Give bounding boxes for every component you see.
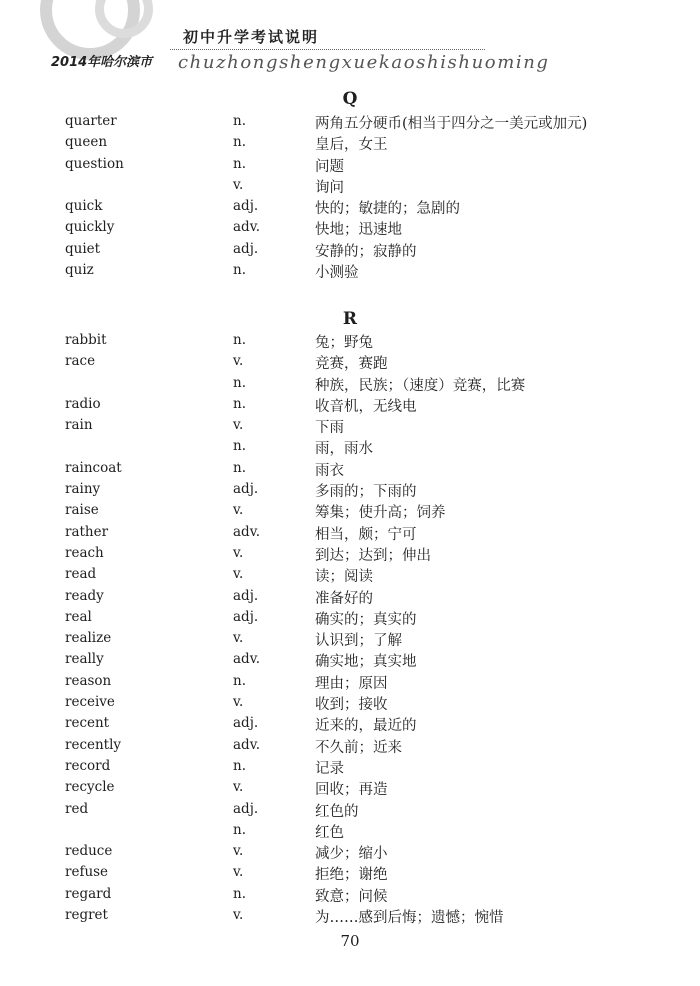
entry-part-of-speech: v. xyxy=(233,694,244,711)
entry-part-of-speech: adv. xyxy=(233,736,261,753)
vocab-entry xyxy=(0,587,700,608)
entry-meaning: 多雨的；下雨的 xyxy=(315,484,417,501)
vocab-entry xyxy=(0,331,700,352)
entry-meaning: 致意；问候 xyxy=(315,888,388,905)
entry-word: quickly xyxy=(65,219,115,236)
vocab-entry xyxy=(0,197,700,218)
vocab-entry xyxy=(0,523,700,544)
entry-word: recycle xyxy=(65,779,115,796)
entry-meaning: 快地；迅速地 xyxy=(315,222,402,239)
vocab-entry xyxy=(0,800,700,821)
vocab-entry xyxy=(0,133,700,154)
vocab-entry xyxy=(0,176,700,197)
entry-meaning: 记录 xyxy=(315,760,344,777)
entry-meaning: 相当，颇；宁可 xyxy=(315,526,417,543)
entry-part-of-speech: n. xyxy=(233,885,246,902)
entry-part-of-speech: v. xyxy=(233,630,244,647)
entry-meaning: 雨衣 xyxy=(315,462,344,479)
vocab-entry xyxy=(0,437,700,458)
entry-word: queen xyxy=(65,134,108,151)
vocab-entry xyxy=(0,501,700,522)
entry-word: ready xyxy=(65,587,104,604)
entry-meaning: 安静的；寂静的 xyxy=(315,243,417,260)
vocab-entry xyxy=(0,565,700,586)
entry-part-of-speech: v. xyxy=(233,544,244,561)
entry-word: read xyxy=(65,566,97,583)
vocab-entry xyxy=(0,821,700,842)
vocab-entry xyxy=(0,842,700,863)
entry-word: really xyxy=(65,651,104,668)
entry-word: rabbit xyxy=(65,332,107,348)
entry-word: red xyxy=(65,800,89,817)
entry-meaning: 红色 xyxy=(315,824,344,841)
entry-meaning: 问题 xyxy=(315,158,344,175)
vocab-entry xyxy=(0,736,700,757)
entry-meaning: 为……感到后悔；遗憾；惋惜 xyxy=(315,910,504,927)
entry-part-of-speech: adv. xyxy=(233,651,261,668)
entry-word: raincoat xyxy=(65,459,122,476)
vocab-entry xyxy=(0,672,700,693)
entry-word: rainy xyxy=(65,481,101,498)
entry-part-of-speech: n. xyxy=(233,134,246,151)
vocab-entry xyxy=(0,863,700,884)
entry-meaning: 雨，雨水 xyxy=(315,441,373,458)
entry-meaning: 两角五分硬币(相当于四分之一美元或加元) xyxy=(315,116,588,132)
entry-part-of-speech: adj. xyxy=(233,715,259,732)
entry-part-of-speech: adj. xyxy=(233,800,259,817)
entry-word: receive xyxy=(65,694,115,711)
entry-meaning: 认识到；了解 xyxy=(315,633,402,650)
vocab-entry xyxy=(0,629,700,650)
vocab-entry xyxy=(0,459,700,480)
section-letter-q: Q xyxy=(342,89,358,109)
entry-meaning: 不久前；近来 xyxy=(315,739,402,756)
entry-meaning: 确实地；真实地 xyxy=(315,654,417,671)
entry-meaning: 收音机，无线电 xyxy=(315,398,417,415)
entry-word: quiz xyxy=(65,262,94,279)
entry-part-of-speech: n. xyxy=(233,374,246,391)
entry-part-of-speech: v. xyxy=(233,176,244,193)
entry-meaning: 减少；缩小 xyxy=(315,846,388,863)
entry-part-of-speech: n. xyxy=(233,821,246,838)
entry-part-of-speech: v. xyxy=(233,566,244,583)
vocab-entry xyxy=(0,778,700,799)
vocab-entry xyxy=(0,480,700,501)
vocab-entry xyxy=(0,155,700,176)
entry-word: quiet xyxy=(65,240,101,257)
entry-part-of-speech: n. xyxy=(233,672,246,689)
entry-part-of-speech: adv. xyxy=(233,523,261,540)
entry-word: recent xyxy=(65,715,110,732)
header-divider xyxy=(170,49,485,50)
vocab-entry xyxy=(0,608,700,629)
entry-word: record xyxy=(65,757,111,774)
entry-part-of-speech: n. xyxy=(233,438,246,455)
vocab-entry xyxy=(0,374,700,395)
entry-word: rather xyxy=(65,523,109,540)
entry-list-q xyxy=(0,112,700,282)
entry-meaning: 种族，民族；（速度）竞赛，比赛 xyxy=(315,377,526,394)
header-year-city: 2014年哈尔滨市 xyxy=(51,55,153,70)
vocab-entry xyxy=(0,693,700,714)
entry-word: race xyxy=(65,353,96,370)
vocab-entry xyxy=(0,352,700,373)
entry-meaning: 小测验 xyxy=(315,265,359,282)
entry-part-of-speech: adj. xyxy=(233,587,259,604)
vocab-entry xyxy=(0,757,700,778)
vocab-entry xyxy=(0,714,700,735)
entry-part-of-speech: n. xyxy=(233,113,246,129)
vocab-entry xyxy=(0,885,700,906)
entry-word: realize xyxy=(65,630,112,647)
entry-part-of-speech: n. xyxy=(233,459,246,476)
vocab-entry xyxy=(0,906,700,927)
entry-part-of-speech: v. xyxy=(233,502,244,519)
entry-meaning: 近来的，最近的 xyxy=(315,718,417,735)
entry-part-of-speech: n. xyxy=(233,262,246,279)
entry-part-of-speech: adj. xyxy=(233,481,259,498)
vocab-entry xyxy=(0,395,700,416)
vocab-entry xyxy=(0,112,700,133)
entry-meaning: 红色的 xyxy=(315,803,359,820)
entry-part-of-speech: n. xyxy=(233,332,246,348)
page-number: 70 xyxy=(340,932,360,950)
header-title: 初中升学考试说明 xyxy=(183,28,320,46)
vocab-entry xyxy=(0,416,700,437)
entry-part-of-speech: adj. xyxy=(233,608,259,625)
entry-meaning: 拒绝；谢绝 xyxy=(315,867,388,884)
vocab-entry xyxy=(0,544,700,565)
entry-meaning: 筹集；使升高；饲养 xyxy=(315,505,446,522)
entry-meaning: 理由；原因 xyxy=(315,675,388,692)
entry-part-of-speech: n. xyxy=(233,395,246,412)
entry-word: regard xyxy=(65,885,112,902)
entry-meaning: 快的；敏捷的；急剧的 xyxy=(315,201,460,218)
vocab-entry xyxy=(0,261,700,282)
header-pinyin: chuzhongshengxuekaoshishuoming xyxy=(178,52,550,73)
entry-meaning: 皇后，女王 xyxy=(315,137,388,154)
entry-part-of-speech: n. xyxy=(233,757,246,774)
entry-meaning: 确实的；真实的 xyxy=(315,611,417,628)
entry-word: question xyxy=(65,155,124,172)
entry-word: refuse xyxy=(65,864,109,881)
entry-meaning: 兔；野兔 xyxy=(315,335,373,351)
entry-meaning: 到达；达到；伸出 xyxy=(315,547,431,564)
entry-part-of-speech: v. xyxy=(233,353,244,370)
entry-word: real xyxy=(65,608,92,625)
entry-part-of-speech: adj. xyxy=(233,240,259,257)
entry-meaning: 竞赛，赛跑 xyxy=(315,356,388,373)
entry-word: regret xyxy=(65,907,108,924)
entry-meaning: 读；阅读 xyxy=(315,569,373,586)
entry-part-of-speech: v. xyxy=(233,864,244,881)
vocab-entry xyxy=(0,650,700,671)
entry-word: reason xyxy=(65,672,112,689)
vocab-entry xyxy=(0,218,700,239)
entry-part-of-speech: adj. xyxy=(233,198,259,215)
entry-meaning: 下雨 xyxy=(315,420,344,437)
entry-word: rain xyxy=(65,417,93,434)
entry-meaning: 询问 xyxy=(315,179,344,196)
entry-part-of-speech: v. xyxy=(233,779,244,796)
entry-meaning: 收到；接收 xyxy=(315,697,388,714)
entry-part-of-speech: v. xyxy=(233,843,244,860)
entry-word: reduce xyxy=(65,843,113,860)
entry-word: quick xyxy=(65,198,103,215)
entry-word: radio xyxy=(65,395,101,412)
entry-word: raise xyxy=(65,502,99,519)
entry-word: reach xyxy=(65,544,104,561)
entry-word: recently xyxy=(65,736,122,753)
vocab-entry xyxy=(0,240,700,261)
entry-part-of-speech: adv. xyxy=(233,219,261,236)
entry-meaning: 回收；再造 xyxy=(315,782,388,799)
section-letter-r: R xyxy=(342,309,358,329)
entry-part-of-speech: v. xyxy=(233,907,244,924)
entry-list-r xyxy=(0,331,700,927)
entry-meaning: 准备好的 xyxy=(315,590,373,607)
entry-part-of-speech: n. xyxy=(233,155,246,172)
entry-part-of-speech: v. xyxy=(233,417,244,434)
entry-word: quarter xyxy=(65,113,117,129)
